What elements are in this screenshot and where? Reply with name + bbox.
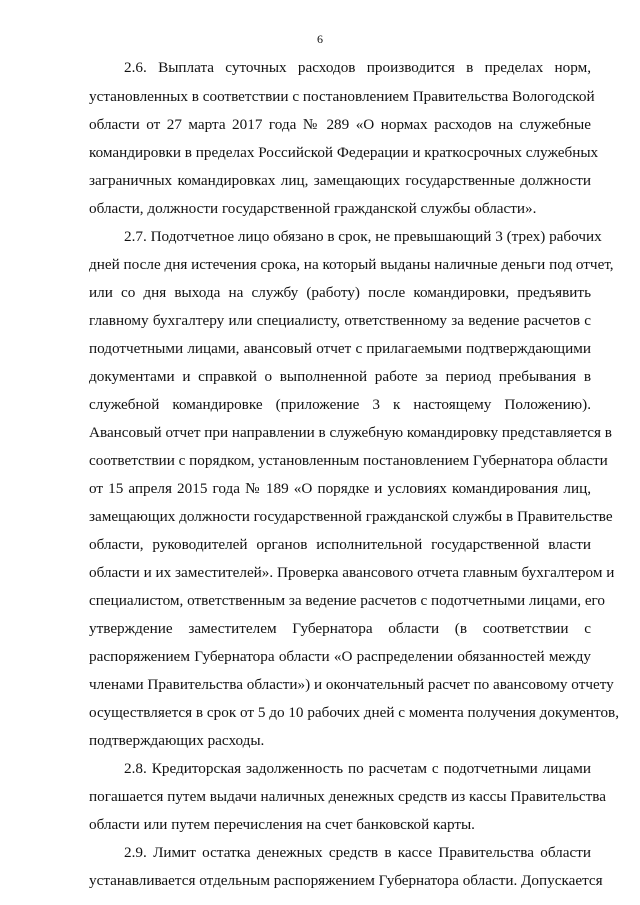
text-line: утверждение заместителем Губернатора области (в соответствии с [89, 620, 591, 637]
text-line: области или путем перечисления на счет банковской карты. [89, 816, 475, 833]
text-line: главному бухгалтеру или специалисту, ответственному за ведение расчетов с [89, 312, 591, 329]
text-line: или со дня выхода на службу (работу) после командировки, предъявить [89, 284, 591, 301]
text-line: 2.6. Выплата суточных расходов производится в пределах норм, [124, 59, 591, 76]
text-line: специалистом, ответственным за ведение расчетов с подотчетными лицами, его [89, 592, 606, 609]
page-number: 6 [317, 32, 323, 46]
text-line: осуществляется в срок от 5 до 10 рабочих дней с момента получения документов, [89, 704, 620, 721]
text-line: документами и справкой о выполненной работе за период пребывания в [89, 368, 591, 385]
text-line: Авансовый отчет при направлении в служебную командировку представляется в [89, 424, 612, 441]
text-line: соответствии с порядком, установленным постановлением Губернатора области [89, 452, 608, 469]
text-line: 2.9. Лимит остатка денежных средств в кассе Правительства области [124, 844, 591, 861]
text-line: погашается путем выдачи наличных денежных средств из кассы Правительства [89, 788, 606, 805]
text-line: области, руководителей органов исполнительной государственной власти [89, 536, 591, 553]
text-line: 2.8. Кредиторская задолженность по расчетам с подотчетными лицами [124, 760, 591, 777]
text-line: области, должности государственной гражданской службы области». [89, 200, 537, 217]
text-line: от 15 апреля 2015 года № 189 «О порядке и условиях командирования лиц, [89, 480, 591, 497]
text-line: подотчетными лицами, авансовый отчет с прилагаемыми подтверждающими [89, 340, 591, 357]
text-line: командировки в пределах Российской Федерации и краткосрочных служебных [89, 144, 599, 161]
text-line: установленных в соответствии с постановлением Правительства Вологодской [89, 88, 595, 105]
text-line: членами Правительства области») и окончательный расчет по авансовому отчету [89, 676, 614, 693]
text-line: заграничных командировках лиц, замещающих государственные должности [89, 172, 591, 189]
text-line: подтверждающих расходы. [89, 732, 265, 749]
text-line: служебной командировке (приложение 3 к настоящему Положению). [89, 396, 591, 413]
text-line: замещающих должности государственной гражданской службы в Правительстве [89, 508, 613, 525]
text-line: дней после дня истечения срока, на который выданы наличные деньги под отчет, [89, 256, 614, 273]
text-line: распоряжением Губернатора области «О распределении обязанностей между [89, 648, 591, 665]
text-line: 2.7. Подотчетное лицо обязано в срок, не превышающий 3 (трех) рабочих [124, 228, 602, 245]
text-line: устанавливается отдельным распоряжением Губернатора области. Допускается [89, 872, 603, 889]
text-line: области и их заместителей». Проверка авансового отчета главным бухгалтером и [89, 564, 615, 581]
text-line: области от 27 марта 2017 года № 289 «О нормах расходов на служебные [89, 116, 591, 133]
